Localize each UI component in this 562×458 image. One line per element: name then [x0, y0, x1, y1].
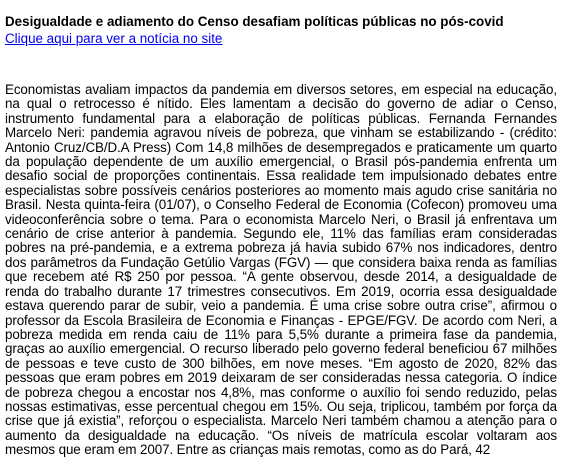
- view-on-site-link[interactable]: Clique aqui para ver a notícia no site: [5, 31, 223, 46]
- article-body: Economistas avaliam impactos da pandemia em diversos setores, em especial na educação, na qual o retrocesso é nítido. Eles lamentam a decisão do governo de adiar o Censo, instrumento fundamental para a elaboração de políticas públicas. Fernanda Fernandes Marcelo Neri: pandemia agravou níveis de pobreza, que vinham se estabilizando - (crédito: Antonio Cruz/CB/D.A Press) Com 14,8 milhões de desempregados e praticamente um quarto da população dependente de um auxílio emergencial, o Brasil pós-pandemia enfrenta um desafio social de proporções continentais. Essa realidade tem impulsionado debates entre especialistas sobre possíveis cenários posteriores ao momento mais agudo crise sanitária no Brasil. Nesta quinta-feira (01/07), o Conselho Federal de Economia (Cofecon) promoveu uma videoconferência sobre o tema. Para o economista Marcelo Neri, o Brasil já enfrentava um cenário de crise anterior à pandemia. Segundo ele, 11% das famílias eram consideradas pobres na pré-pandemia, e a extrema pobreza já havia subido 67% nos indicadores, dentro dos parâmetros da Fundação Getúlio Vargas (FGV) — que considera baixa renda as famílias que recebem até R$ 250 por pessoa. “A gente observou, desde 2014, a desigualdade de renda do trabalho durante 17 trimestres consecutivos. Em 2019, ocorria essa desigualdade estava querendo parar de subir, veio a pandemia. É uma crise sobre outra crise”, afirmou o professor da Escola Brasileira de Economia e Finanças - EPGE/FGV. De acordo com Neri, a pobreza medida em renda caiu de 11% para 5,5% durante a primeira fase da pandemia, graças ao auxílio emergencial. O recurso liberado pelo governo federal beneficiou 67 milhões de pessoas e teve custo de 300 bilhões, em nove meses. “Em agosto de 2020, 82% das pessoas que eram pobres em 2019 deixaram de ser consideradas nessa categoria. O índice de pobreza chegou a encostar nos 4,8%, mas conforme o auxílio foi sendo reduzido, pelas nossas estimativas, esse percentual chegou em 15%. Ou seja, triplicou, também por força da crise que já existia”, reforçou o especialista. Marcelo Neri também chamou a atenção para o aumento da desigualdade na educação. “Os níveis de matrícula escolar voltaram aos mesmos que eram em 2007. Entre as crianças mais remotas, como as do Pará, 42: [5, 82, 557, 458]
- article-title: Desigualdade e adiamento do Censo desafiam políticas públicas no pós-covid: [5, 14, 504, 29]
